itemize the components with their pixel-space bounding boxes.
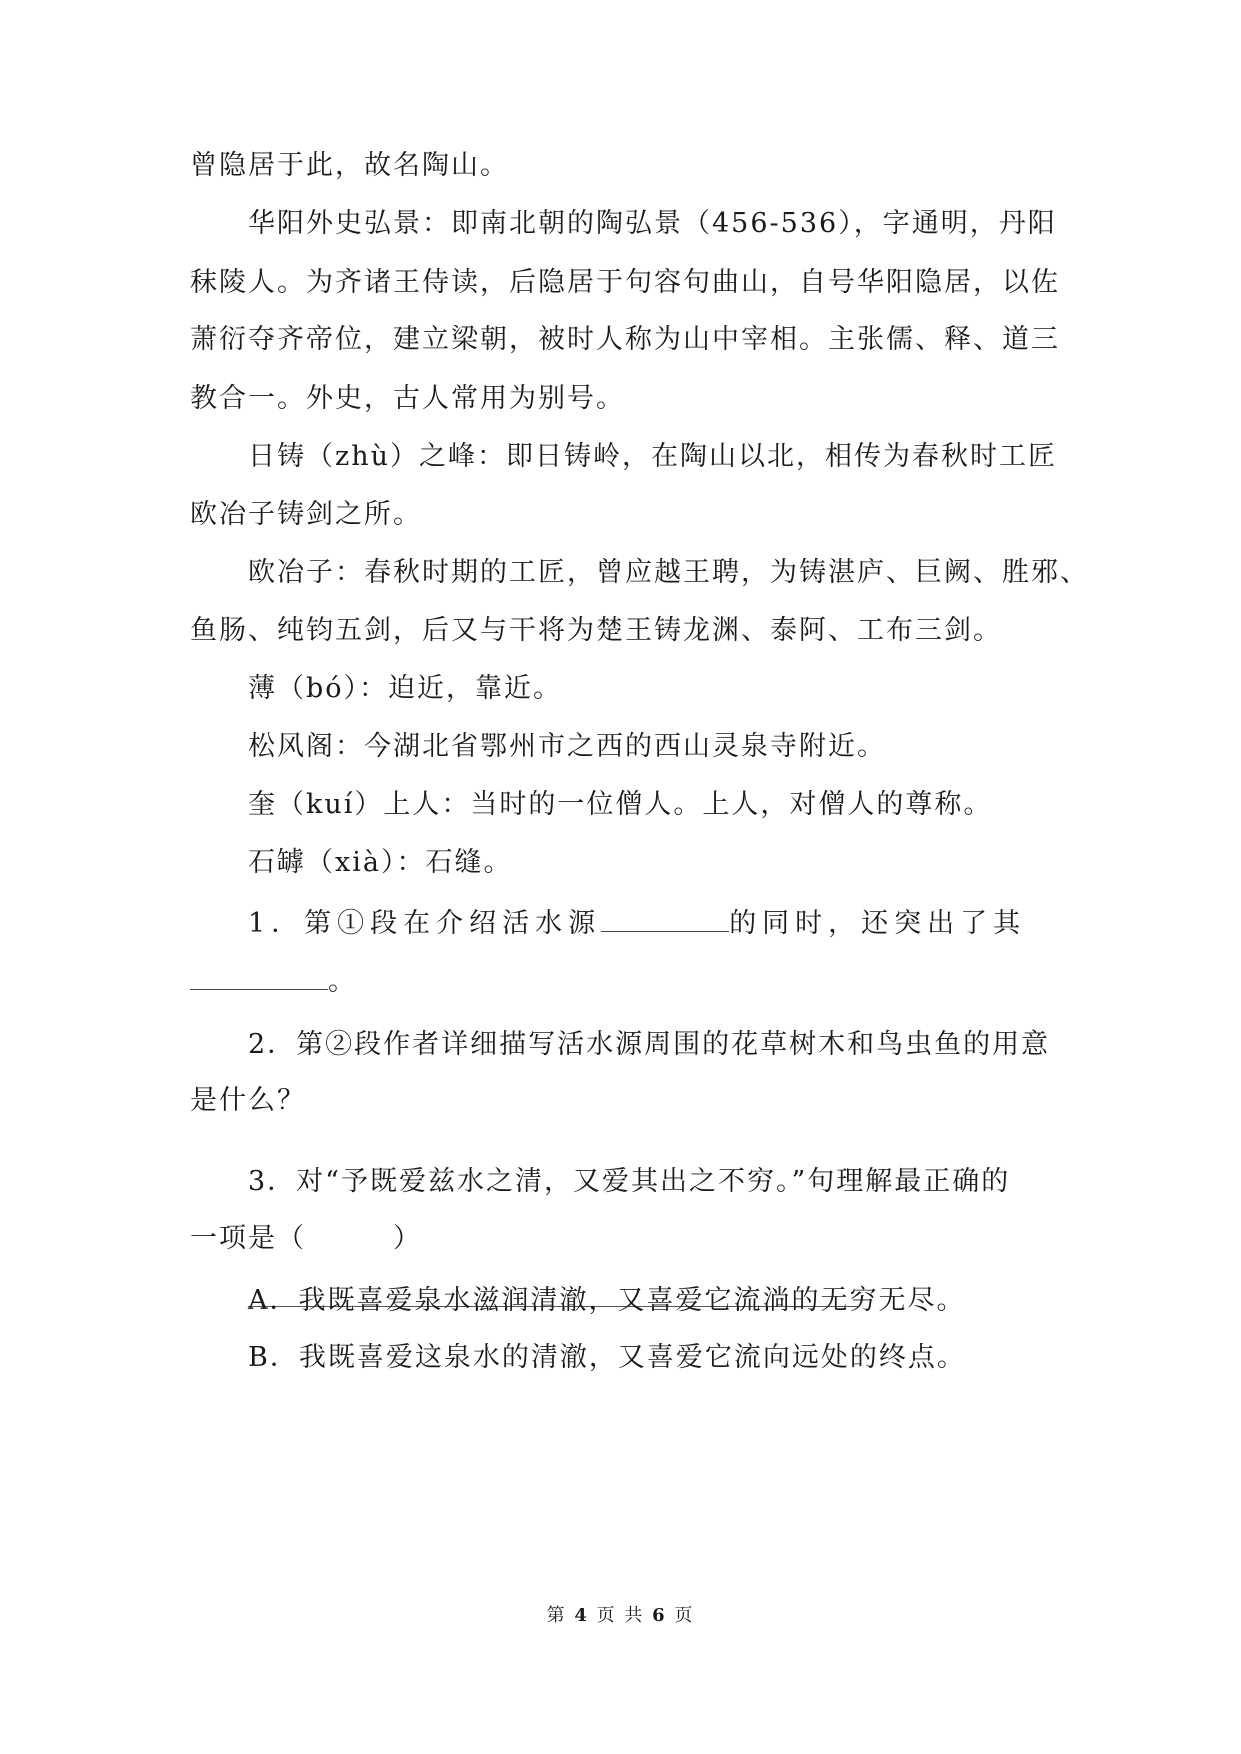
annotation-line: 欧冶子：春秋时期的工匠，曾应越王聘，为铸湛庐、巨阙、胜邪、 — [248, 557, 1089, 588]
question-1-continued — [190, 963, 1070, 1000]
question-1-end: 。 — [328, 966, 357, 997]
annotation-line: 日铸（zhù）之峰：即日铸岭，在陶山以北，相传为春秋时工匠 — [248, 441, 1058, 472]
footer-prefix: 第 — [546, 1605, 567, 1626]
question-2-continued: 是什么？ — [190, 1085, 306, 1116]
page-total: 6 — [652, 1605, 667, 1626]
question-2: 2．第②段作者详细描写活水源周围的花草树木和鸟虫鱼的用意 — [248, 1029, 1051, 1060]
text-line: 萧衍夺齐帝位，建立梁朝，被时人称为山中宰相。主张儒、释、道三 — [190, 324, 1060, 355]
annotation-line: 奎（kuí）上人：当时的一位僧人。上人，对僧人的尊称。 — [248, 789, 993, 820]
text-line: 鱼肠、纯钧五剑，后又与干将为楚王铸龙渊、泰阿、工布三剑。 — [190, 615, 1002, 646]
text-line: 曾隐居于此，故名陶山。 — [190, 150, 509, 181]
footer-suffix: 页 — [674, 1605, 695, 1626]
annotation-line: 薄（bó）：迫近，靠近。 — [248, 673, 563, 704]
question-1-text-a: 1．第①段在介绍活水源 — [248, 908, 602, 939]
annotation-line: 石罅（xià）：石缝。 — [248, 847, 513, 878]
annotation-line: 华阳外史弘景：即南北朝的陶弘景（456-536），字通明，丹阳 — [248, 208, 1057, 239]
question-3: 3．对“予既爱兹水之清，又爱其出之不穷。”句理解最正确的 — [248, 1166, 1011, 1197]
page-number: 4 — [574, 1605, 589, 1626]
option-a[interactable]: A．我既喜爱泉水滋润清澈，又喜爱它流淌的无穷无尽。 — [248, 1285, 966, 1316]
answer-blank[interactable] — [190, 963, 328, 990]
question-3-continued: 一项是（ ） — [190, 1223, 422, 1254]
page-footer — [0, 1604, 1241, 1628]
text-line: 秣陵人。为齐诸王侍读，后隐居于句容句曲山，自号华阳隐居，以佐 — [190, 267, 1060, 298]
footer-middle: 页 共 — [596, 1605, 645, 1626]
annotation-line: 松风阁：今湖北省鄂州市之西的西山灵泉寺附近。 — [248, 731, 886, 762]
question-1 — [248, 905, 1060, 942]
question-1-text-b: 的同时，还突出了其 — [729, 908, 1027, 939]
text-line: 教合一。外史，古人常用为别号。 — [190, 383, 625, 414]
answer-blank[interactable] — [601, 905, 729, 932]
text-line: 欧冶子铸剑之所。 — [190, 499, 422, 530]
option-b[interactable]: B．我既喜爱这泉水的清澈，又喜爱它流向远处的终点。 — [248, 1342, 966, 1373]
